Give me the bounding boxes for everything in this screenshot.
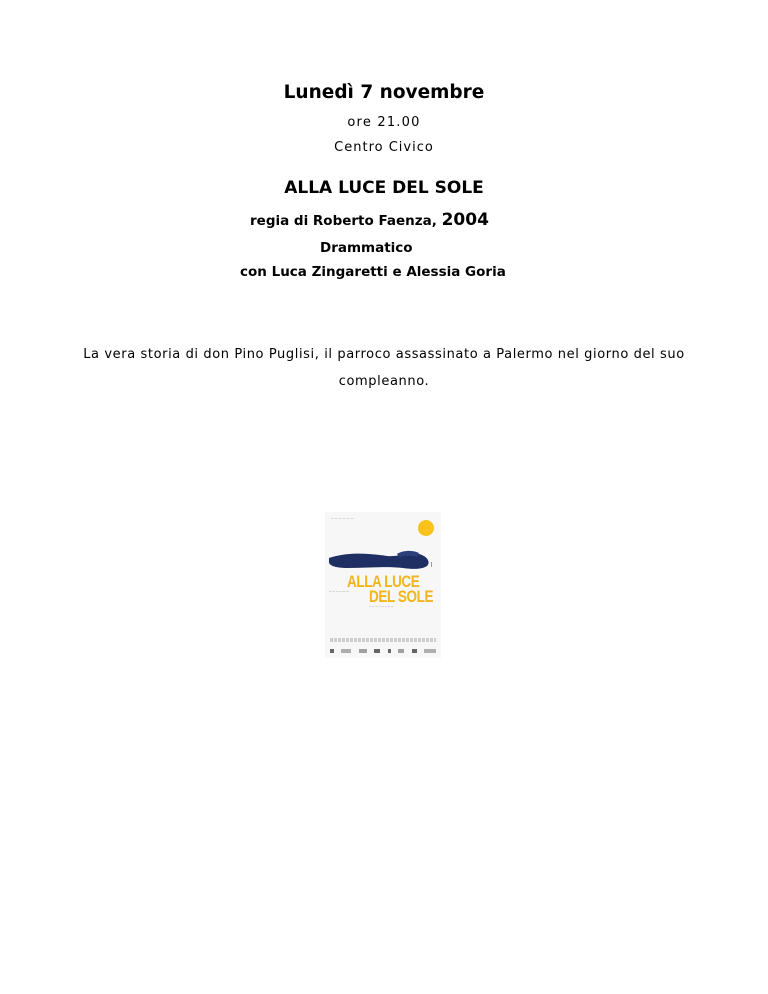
logo-mark (388, 649, 391, 653)
event-venue: Centro Civico (334, 140, 434, 155)
logo-mark (359, 649, 367, 653)
film-year: 2004 (441, 210, 489, 230)
poster-sun-graphic (418, 520, 434, 536)
film-poster-image (325, 512, 441, 658)
film-title: ALLA LUCE DEL SOLE (284, 178, 484, 198)
poster-credits-block (330, 638, 436, 642)
logo-mark (341, 649, 351, 653)
film-director: regia di Roberto Faenza, (250, 213, 437, 229)
poster-top-line: — — — — — — (331, 516, 354, 520)
film-synopsis: La vera storia di don Pino Puglisi, il parroco assassinato a Palermo nel giorno del suo compleanno. (83, 347, 685, 389)
film-genre: Drammatico (320, 240, 413, 256)
event-date: Lunedì 7 novembre (283, 82, 485, 103)
logo-mark (398, 649, 404, 653)
film-cast: con Luca Zingaretti e Alessia Goria (240, 264, 506, 280)
logo-mark (374, 649, 380, 653)
film-director-line (250, 210, 489, 230)
poster-title-line2: DEL SOLE (369, 587, 434, 606)
logo-mark (424, 649, 436, 653)
event-time: ore 21.00 (347, 115, 421, 130)
poster-logos-row (330, 647, 436, 654)
poster-title-line1: ALLA LUCE (347, 572, 420, 591)
logo-mark (330, 649, 334, 653)
logo-mark (412, 649, 417, 653)
poster-cast-line: — — — — — — — — (369, 605, 394, 608)
poster-byline: — — — — — — (329, 590, 349, 593)
